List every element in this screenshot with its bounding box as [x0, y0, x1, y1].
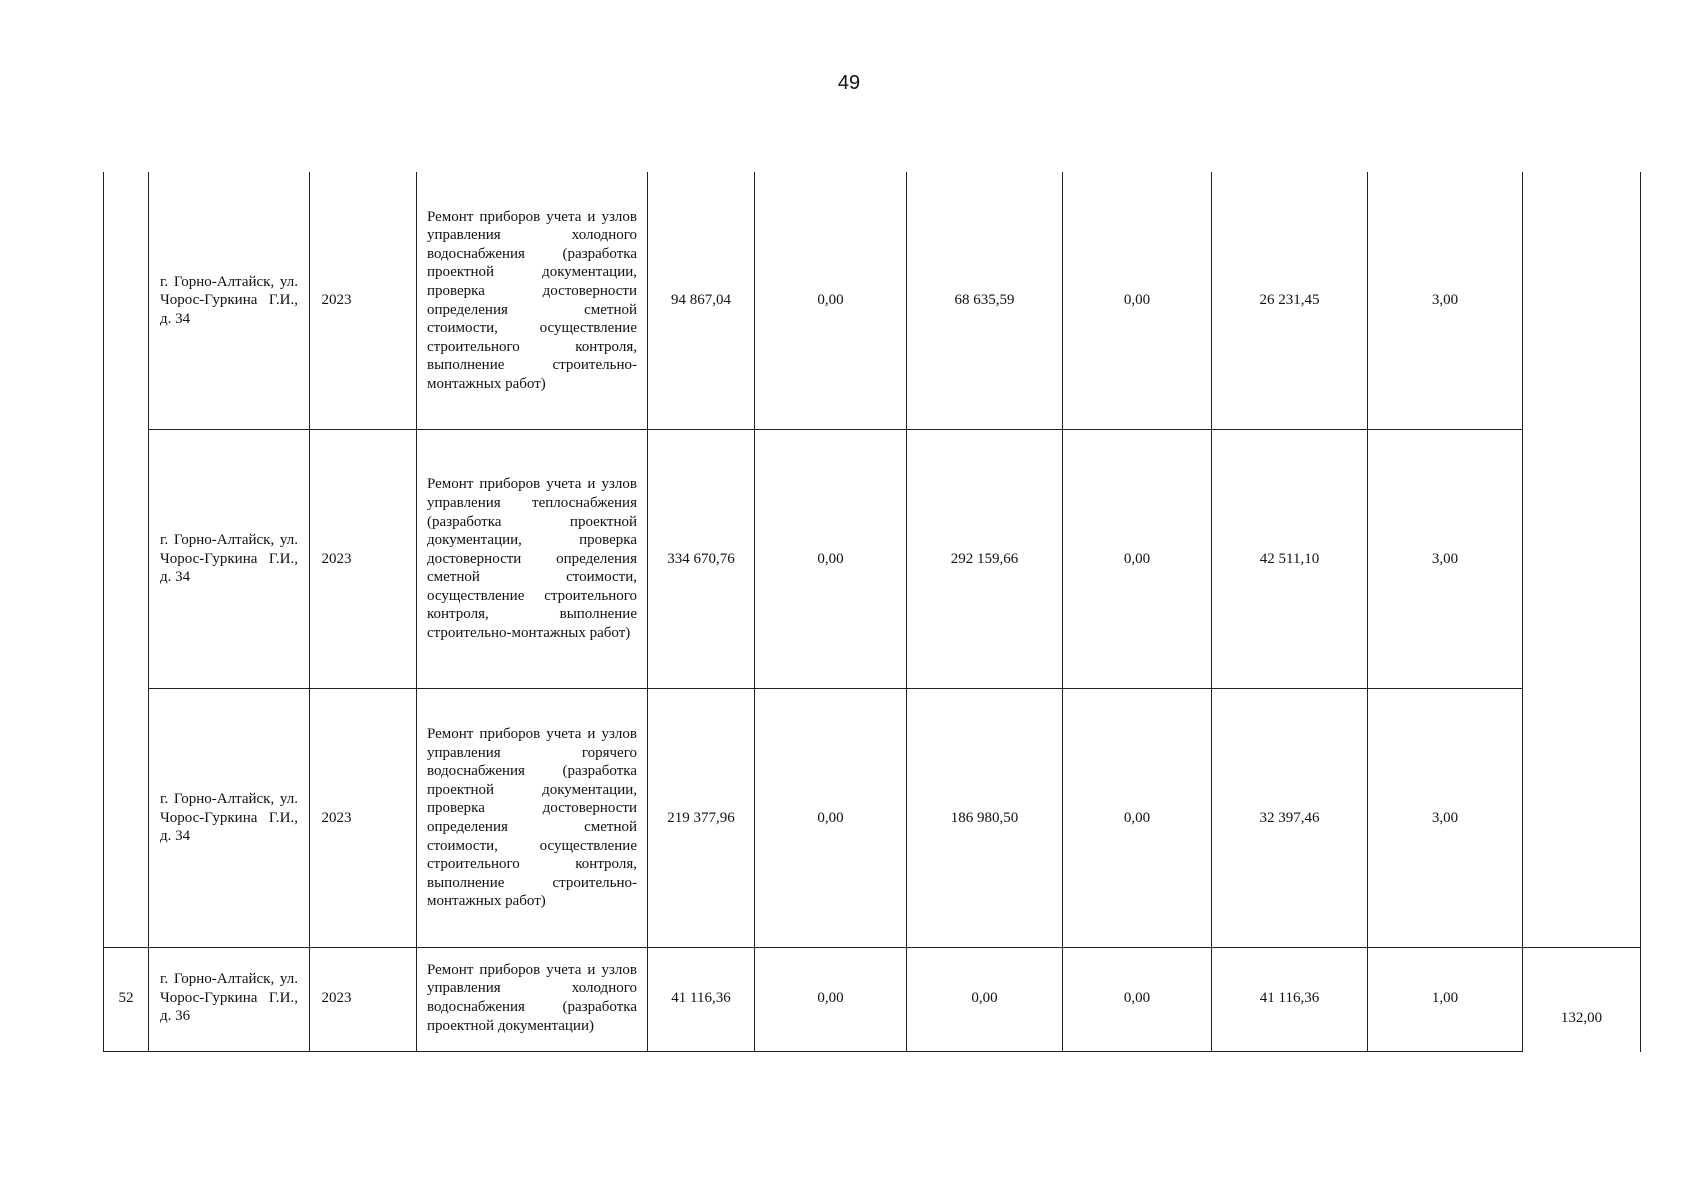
- amount-cell: 0,00: [1123, 809, 1151, 826]
- amount-cell: 68 635,59: [954, 292, 1015, 309]
- rate-cell: 3,00: [1431, 550, 1459, 567]
- rate-cell: 3,00: [1431, 809, 1459, 826]
- row-number-cell: 52: [118, 989, 134, 1006]
- amount-cell: 0,00: [1123, 989, 1151, 1006]
- amount-cell: 0,00: [817, 989, 844, 1006]
- rate-cell: 1,00: [1431, 989, 1459, 1006]
- page-number: 49: [837, 72, 861, 94]
- description-cell: [427, 172, 637, 429]
- description-cell: [427, 689, 637, 947]
- year-cell: 2023: [321, 809, 352, 826]
- description-text: Ремонт приборов учета и узлов управления холодного водоснабжения (разработка проектной документации, проверка достоверности определения сметной стоимости, осуществление строительного контроля, выполнение строительно-монтажных работ): [427, 208, 637, 392]
- year-cell: 2023: [321, 292, 352, 309]
- amount-cell: 0,00: [817, 809, 844, 826]
- amount-cell: 41 116,36: [1259, 989, 1320, 1006]
- total-cost-cell: 41 116,36: [671, 989, 731, 1006]
- address-cell: г. Горно-Алтайск, ул. Чорос-Гуркина Г.И., д. 34: [160, 532, 298, 586]
- description-cell: [427, 948, 637, 1048]
- table-border: [148, 172, 149, 1052]
- rate-cell: 3,00: [1431, 292, 1459, 309]
- description-cell: [427, 430, 637, 688]
- amount-cell: 0,00: [971, 989, 998, 1006]
- table-border: [416, 172, 417, 1052]
- table-border: [1522, 172, 1523, 1052]
- year-cell: 2023: [321, 989, 352, 1006]
- year-cell: 2023: [321, 550, 352, 567]
- amount-cell: 26 231,45: [1259, 292, 1320, 309]
- total-cost-cell: 334 670,76: [667, 550, 735, 567]
- total-cost-cell: 94 867,04: [671, 292, 731, 309]
- table-border: [103, 172, 104, 1052]
- total-cost-cell: 219 377,96: [667, 809, 735, 826]
- table-border: [103, 1051, 1523, 1052]
- description-text: Ремонт приборов учета и узлов управления теплоснабжения (разработка проектной документации, проверка достоверности определения сметной стоимости, осуществление строительного контроля, выполнение строительно-монтажных работ): [427, 476, 637, 642]
- table-border: [1640, 172, 1641, 1052]
- amount-cell: 0,00: [817, 550, 844, 567]
- amount-cell: 0,00: [817, 292, 844, 309]
- description-text: Ремонт приборов учета и узлов управления горячего водоснабжения (разработка проектной документации, проверка достоверности определения сметной стоимости, осуществление строительного контроля, выполнение строительно-монтажных работ): [427, 726, 637, 910]
- amount-cell: 0,00: [1123, 550, 1151, 567]
- amount-cell: 42 511,10: [1259, 550, 1320, 567]
- amount-cell: 186 980,50: [950, 809, 1019, 826]
- address-cell: г. Горно-Алтайск, ул. Чорос-Гуркина Г.И., д. 34: [160, 791, 298, 845]
- address-cell: г. Горно-Алтайск, ул. Чорос-Гуркина Г.И., д. 36: [160, 971, 298, 1025]
- amount-cell: 0,00: [1123, 292, 1151, 309]
- amount-cell: 292 159,66: [950, 550, 1019, 567]
- description-text: Ремонт приборов учета и узлов управления холодного водоснабжения (разработка проектной документации): [427, 961, 637, 1034]
- extra-value-cell: 132,00: [1560, 1009, 1603, 1026]
- address-cell: г. Горно-Алтайск, ул. Чорос-Гуркина Г.И., д. 34: [160, 273, 298, 327]
- amount-cell: 32 397,46: [1259, 809, 1320, 826]
